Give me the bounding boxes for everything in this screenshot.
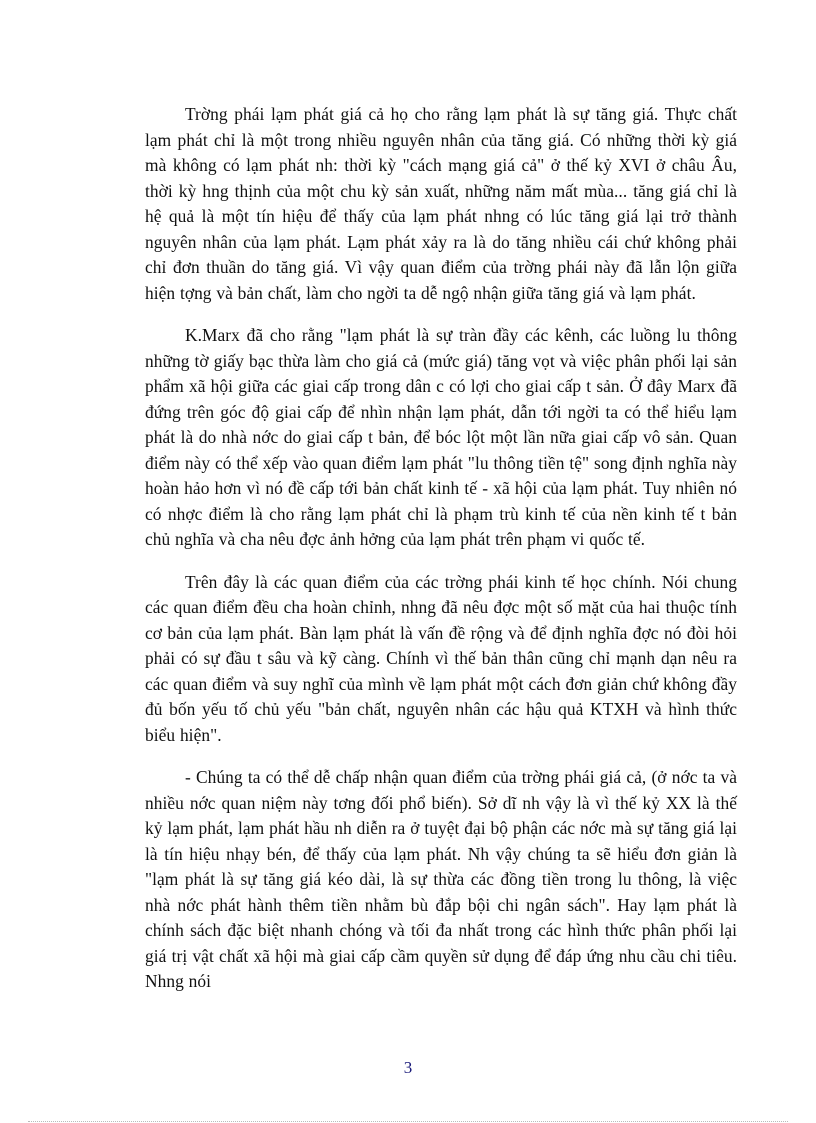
paragraph-inflation-price-school: Trờng phái lạm phát giá cả họ cho rằng lạm phát là sự tăng giá. Thực chất lạm phát chỉ là một trong nhiều nguyên nhân của tăng giá. Có những thời kỳ giá mà không có lạm phát nh: thời kỳ "cách mạng giá cả" ở thế kỷ XVI ở châu Âu, thời kỳ hng thịnh của một chu kỳ sản xuất, những năm mất mùa... tăng giá chỉ là hệ quả là một tín hiệu để thấy của lạm phát nhng có lúc tăng giá lại trở thành nguyên nhân của lạm phát. Lạm phát xảy ra là do tăng nhiều cái chứ không phải chỉ đơn thuần do tăng giá. Vì vậy quan điểm của trờng phái này đã lẫn lộn giữa hiện tợng và bản chất, làm cho ngời ta dễ ngộ nhận giữa tăng giá và lạm phát. [145, 104, 737, 303]
paragraph-marx-view: K.Marx đã cho rằng "lạm phát là sự tràn đầy các kênh, các luồng lu thông những tờ giấy bạc thừa làm cho giá cả (mức giá) tăng vọt và việc phân phối lại sản phẩm xã hội giữa các giai cấp trong dân c có lợi cho giai cấp t sản. Ở đây Marx đã đứng trên góc độ giai cấp để nhìn nhận lạm phát, dẫn tới ngời ta có thể hiểu lạm phát là do nhà nớc do giai cấp t bản, để bóc lột một lần nữa giai cấp vô sản. Quan điểm này có thể xếp vào quan điểm lạm phát "lu thông tiền tệ" song định nghĩa này hoàn hảo hơn vì nó đề cấp tới bản chất kinh tế - xã hội của lạm phát. Tuy nhiên nó có nhợc điểm là cho rằng lạm phát chỉ là phạm trù kinh tế của nền kinh tế t bản chủ nghĩa và cha nêu đợc ảnh hởng của lạm phát trên phạm vi quốc tế. [145, 325, 737, 549]
page-bottom-divider [28, 1121, 788, 1122]
page-content [145, 102, 737, 1012]
paragraph-schools-summary: Trên đây là các quan điểm của các trờng phái kinh tế học chính. Nói chung các quan điểm đều cha hoàn chỉnh, nhng đã nêu đợc một số mặt của hai thuộc tính cơ bản của lạm phát. Bàn lạm phát là vấn đề rộng và để định nghĩa đợc nó đòi hỏi phải có sự đầu t sâu và kỹ càng. Chính vì thế bản thân cũng chỉ mạnh dạn nêu ra các quan điểm và suy nghĩ của mình về lạm phát một cách đơn giản chứ không đầy đủ bốn yếu tố chủ yếu "bản chất, nguyên nhân các hậu quả KTXH và hình thức biểu hiện". [145, 571, 737, 745]
page-number: 3 [403, 1058, 413, 1077]
paragraph-acceptance-view: - Chúng ta có thể dễ chấp nhận quan điểm của trờng phái giá cả, (ở nớc ta và nhiều nớc quan niệm này tơng đối phổ biến). Sở dĩ nh vậy là vì thế kỷ XX là thế kỷ lạm phát, lạm phát hầu nh diễn ra ở tuyệt đại bộ phận các nớc mà sự tăng giá lại là tín hiệu nhạy bén, để thấy của lạm phát. Nh vậy chúng ta sẽ hiểu đơn giản là "lạm phát là sự tăng giá kéo dài, là sự thừa các đồng tiền trong lu thông, là việc nhà nớc phát hành thêm tiền nhằm bù đắp bội chi ngân sách". Hay lạm phát là chính sách đặc biệt nhanh chóng và tối đa nhất trong các hình thức phân phối lại giá trị vật chất xã hội mà giai cấp cầm quyền sử dụng để đáp ứng nhu cầu chi tiêu. Nhng nói [145, 767, 737, 991]
